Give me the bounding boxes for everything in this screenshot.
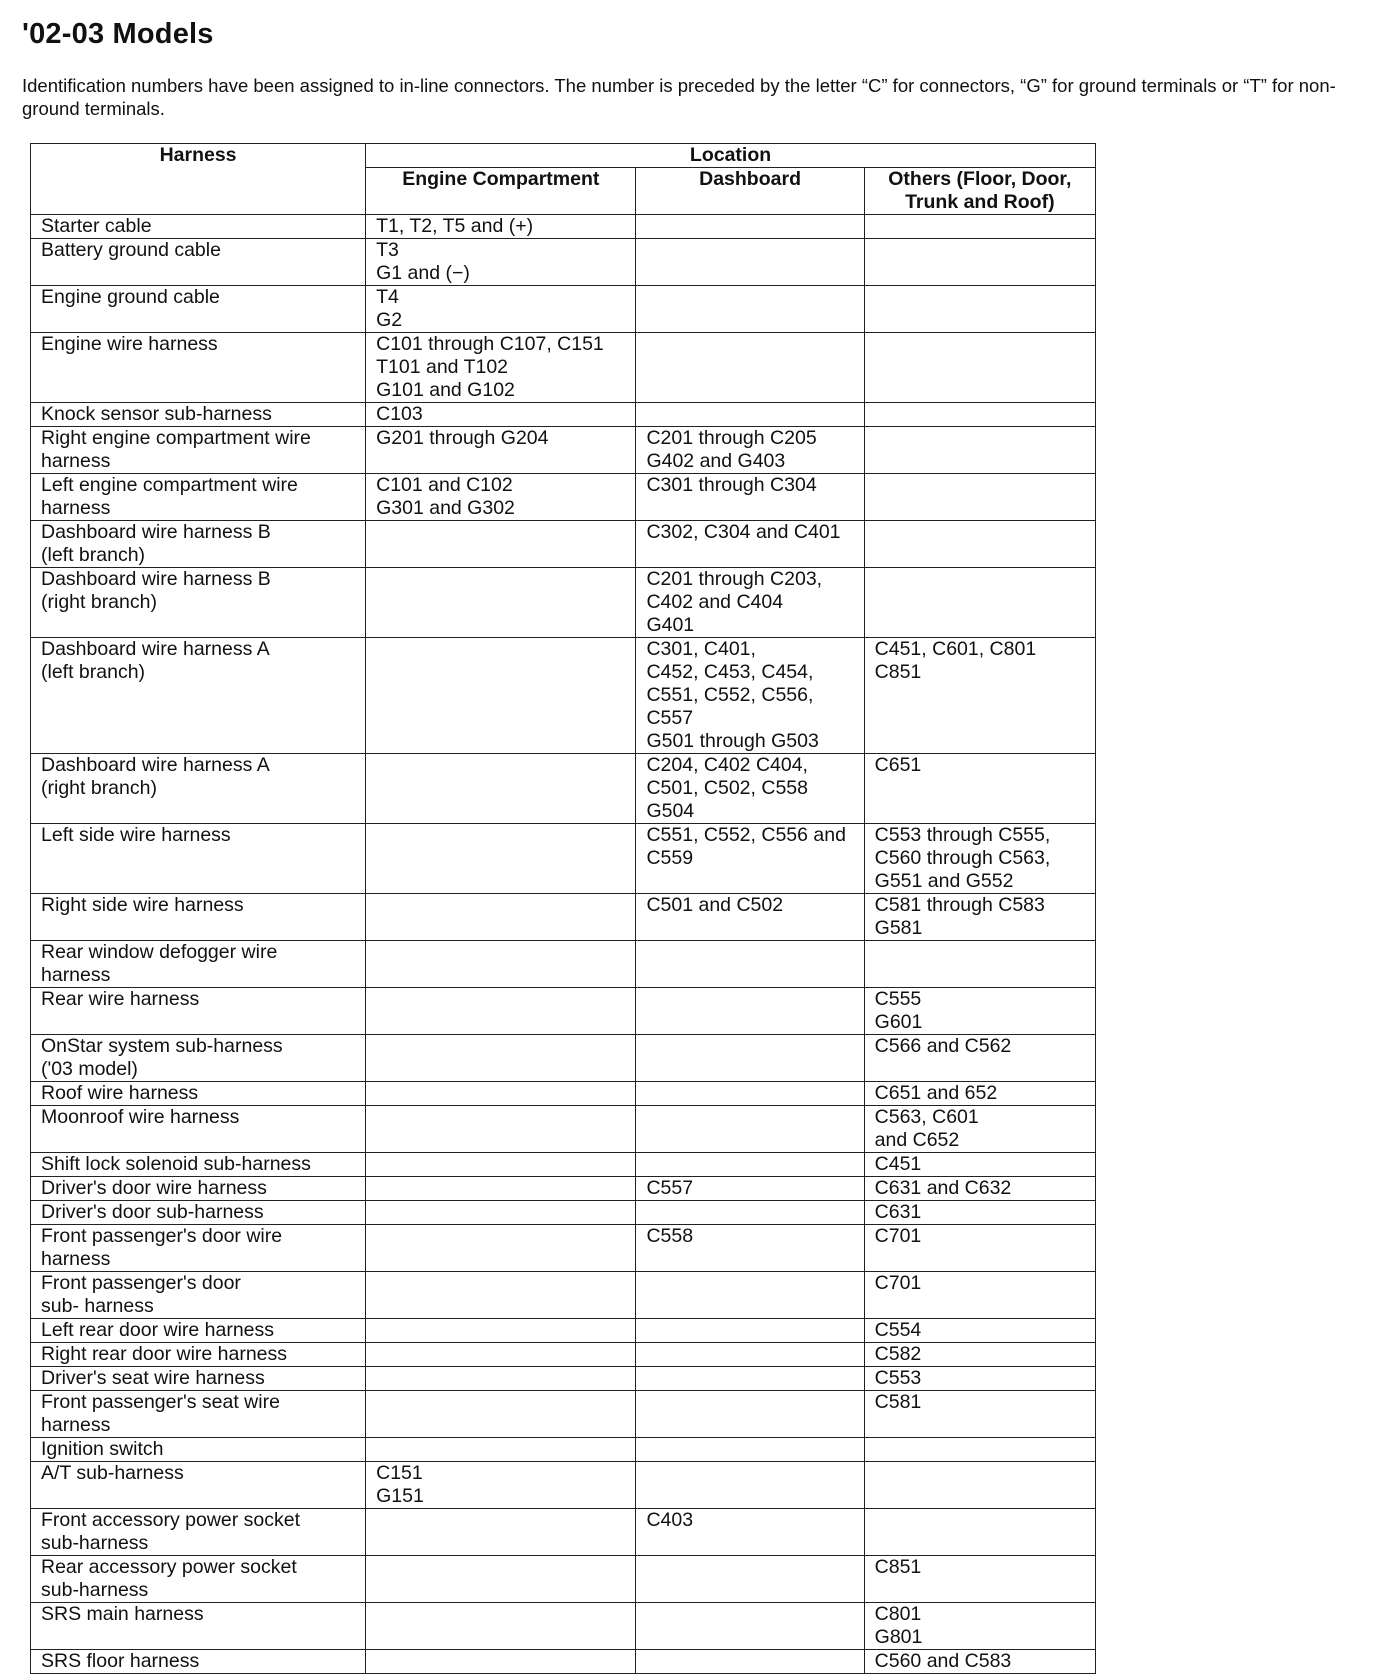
others-cell (864, 1509, 1095, 1556)
harness-name: Rear wire harness (31, 988, 366, 1035)
table-body (31, 215, 1096, 1674)
header-others: Others (Floor, Door, Trunk and Roof) (864, 168, 1095, 215)
harness-name: Rear accessory power socket sub-harness (31, 1556, 366, 1603)
dashboard-cell (636, 1438, 864, 1462)
header-dashboard: Dashboard (636, 168, 864, 215)
harness-name: A/T sub-harness (31, 1462, 366, 1509)
engine-compartment-cell (366, 1319, 636, 1343)
table-row (31, 1177, 1096, 1201)
engine-compartment-cell (366, 941, 636, 988)
others-cell: C555 G601 (864, 988, 1095, 1035)
harness-name: Ignition switch (31, 1438, 366, 1462)
engine-compartment-cell (366, 988, 636, 1035)
engine-compartment-cell (366, 1035, 636, 1082)
engine-compartment-cell (366, 1225, 636, 1272)
dashboard-cell (636, 1343, 864, 1367)
harness-location-table (30, 143, 1096, 1674)
engine-compartment-cell (366, 1556, 636, 1603)
table-row (31, 474, 1096, 521)
dashboard-cell (636, 1106, 864, 1153)
header-engine-compartment: Engine Compartment (366, 168, 636, 215)
others-cell: C451, C601, C801 C851 (864, 638, 1095, 754)
others-cell (864, 1438, 1095, 1462)
table-row (31, 521, 1096, 568)
header-harness: Harness (31, 144, 366, 215)
table-row (31, 1201, 1096, 1225)
engine-compartment-cell: C101 through C107, C151 T101 and T102 G101 and G102 (366, 333, 636, 403)
harness-name: Left engine compartment wire harness (31, 474, 366, 521)
table-row (31, 1272, 1096, 1319)
dashboard-cell (636, 1391, 864, 1438)
harness-name: Driver's door sub-harness (31, 1201, 366, 1225)
others-cell: C554 (864, 1319, 1095, 1343)
dashboard-cell (636, 1201, 864, 1225)
others-cell: C581 (864, 1391, 1095, 1438)
harness-name: Driver's door wire harness (31, 1177, 366, 1201)
dashboard-cell (636, 1319, 864, 1343)
engine-compartment-cell (366, 754, 636, 824)
others-cell: C553 through C555, C560 through C563, G551 and G552 (864, 824, 1095, 894)
header-location: Location (366, 144, 1096, 168)
engine-compartment-cell (366, 1153, 636, 1177)
dashboard-cell (636, 1556, 864, 1603)
others-cell (864, 521, 1095, 568)
harness-name: Dashboard wire harness B (left branch) (31, 521, 366, 568)
dashboard-cell (636, 1035, 864, 1082)
dashboard-cell: C551, C552, C556 and C559 (636, 824, 864, 894)
table-row (31, 1343, 1096, 1367)
harness-name: Dashboard wire harness A (right branch) (31, 754, 366, 824)
dashboard-cell: C558 (636, 1225, 864, 1272)
dashboard-cell (636, 1650, 864, 1674)
table-row (31, 824, 1096, 894)
table-row (31, 1153, 1096, 1177)
dashboard-cell (636, 1603, 864, 1650)
harness-name: Dashboard wire harness A (left branch) (31, 638, 366, 754)
engine-compartment-cell (366, 521, 636, 568)
page-title: '02-03 Models (22, 18, 214, 50)
others-cell: C560 and C583 (864, 1650, 1095, 1674)
others-cell: C581 through C583 G581 (864, 894, 1095, 941)
harness-name: Left side wire harness (31, 824, 366, 894)
others-cell: C631 and C632 (864, 1177, 1095, 1201)
table-row (31, 215, 1096, 239)
engine-compartment-cell (366, 1391, 636, 1438)
others-cell (864, 239, 1095, 286)
harness-name: Roof wire harness (31, 1082, 366, 1106)
table-row (31, 1035, 1096, 1082)
others-cell: C701 (864, 1272, 1095, 1319)
table-row (31, 1319, 1096, 1343)
harness-name: Starter cable (31, 215, 366, 239)
dashboard-cell: C301, C401, C452, C453, C454, C551, C552, C556, C557 G501 through G503 (636, 638, 864, 754)
dashboard-cell: C301 through C304 (636, 474, 864, 521)
engine-compartment-cell (366, 1438, 636, 1462)
harness-name: Moonroof wire harness (31, 1106, 366, 1153)
others-cell: C566 and C562 (864, 1035, 1095, 1082)
engine-compartment-cell (366, 1509, 636, 1556)
harness-name: Engine ground cable (31, 286, 366, 333)
table-row (31, 1438, 1096, 1462)
dashboard-cell: C501 and C502 (636, 894, 864, 941)
harness-name: SRS floor harness (31, 1650, 366, 1674)
dashboard-cell (636, 1462, 864, 1509)
harness-name: Right side wire harness (31, 894, 366, 941)
harness-name: Driver's seat wire harness (31, 1367, 366, 1391)
others-cell (864, 403, 1095, 427)
engine-compartment-cell (366, 894, 636, 941)
engine-compartment-cell (366, 1201, 636, 1225)
engine-compartment-cell: C103 (366, 403, 636, 427)
harness-name: Engine wire harness (31, 333, 366, 403)
others-cell: C451 (864, 1153, 1095, 1177)
others-cell (864, 215, 1095, 239)
dashboard-cell (636, 239, 864, 286)
engine-compartment-cell (366, 1106, 636, 1153)
harness-name: Front passenger's door sub- harness (31, 1272, 366, 1319)
table-row (31, 638, 1096, 754)
others-cell: C651 and 652 (864, 1082, 1095, 1106)
table-row (31, 333, 1096, 403)
dashboard-cell: C403 (636, 1509, 864, 1556)
engine-compartment-cell (366, 1272, 636, 1319)
table-row (31, 239, 1096, 286)
table-row (31, 941, 1096, 988)
dashboard-cell (636, 403, 864, 427)
others-cell (864, 474, 1095, 521)
table-row (31, 1367, 1096, 1391)
engine-compartment-cell (366, 638, 636, 754)
dashboard-cell: C201 through C205 G402 and G403 (636, 427, 864, 474)
engine-compartment-cell (366, 1177, 636, 1201)
harness-name: Dashboard wire harness B (right branch) (31, 568, 366, 638)
harness-name: Battery ground cable (31, 239, 366, 286)
engine-compartment-cell: G201 through G204 (366, 427, 636, 474)
others-cell: C631 (864, 1201, 1095, 1225)
table-row (31, 1462, 1096, 1509)
table-row (31, 1650, 1096, 1674)
dashboard-cell: C557 (636, 1177, 864, 1201)
others-cell: C701 (864, 1225, 1095, 1272)
harness-name: Left rear door wire harness (31, 1319, 366, 1343)
engine-compartment-cell: T1, T2, T5 and (+) (366, 215, 636, 239)
engine-compartment-cell (366, 1650, 636, 1674)
engine-compartment-cell (366, 1603, 636, 1650)
dashboard-cell (636, 1082, 864, 1106)
table-row (31, 1556, 1096, 1603)
engine-compartment-cell (366, 1367, 636, 1391)
table-row (31, 1509, 1096, 1556)
table-row (31, 1603, 1096, 1650)
harness-name: Rear window defogger wire harness (31, 941, 366, 988)
engine-compartment-cell: C101 and C102 G301 and G302 (366, 474, 636, 521)
engine-compartment-cell: C151 G151 (366, 1462, 636, 1509)
harness-name: SRS main harness (31, 1603, 366, 1650)
harness-name: Front passenger's seat wire harness (31, 1391, 366, 1438)
others-cell (864, 286, 1095, 333)
dashboard-cell (636, 286, 864, 333)
table-row (31, 754, 1096, 824)
table-row (31, 286, 1096, 333)
others-cell: C582 (864, 1343, 1095, 1367)
harness-name: Front passenger's door wire harness (31, 1225, 366, 1272)
header-row-top (31, 144, 1096, 168)
dashboard-cell (636, 988, 864, 1035)
table-row (31, 568, 1096, 638)
dashboard-cell (636, 333, 864, 403)
dashboard-cell (636, 1367, 864, 1391)
harness-name: Knock sensor sub-harness (31, 403, 366, 427)
others-cell: C851 (864, 1556, 1095, 1603)
intro-paragraph: Identification numbers have been assigned to in-line connectors. The number is preceded by the letter “C” for connectors, “G” for ground terminals or “T” for non-ground terminals. (22, 75, 1336, 119)
harness-name: Front accessory power socket sub-harness (31, 1509, 366, 1556)
dashboard-cell (636, 1153, 864, 1177)
others-cell: C651 (864, 754, 1095, 824)
others-cell (864, 427, 1095, 474)
others-cell (864, 1462, 1095, 1509)
others-cell (864, 333, 1095, 403)
dashboard-cell (636, 215, 864, 239)
table-row (31, 403, 1096, 427)
dashboard-cell: C201 through C203, C402 and C404 G401 (636, 568, 864, 638)
engine-compartment-cell (366, 1082, 636, 1106)
table-row (31, 1106, 1096, 1153)
engine-compartment-cell (366, 568, 636, 638)
others-cell: C801 G801 (864, 1603, 1095, 1650)
others-cell (864, 568, 1095, 638)
others-cell: C563, C601 and C652 (864, 1106, 1095, 1153)
engine-compartment-cell (366, 1343, 636, 1367)
others-cell (864, 941, 1095, 988)
dashboard-cell: C204, C402 C404, C501, C502, C558 G504 (636, 754, 864, 824)
table-row (31, 988, 1096, 1035)
table-row (31, 1225, 1096, 1272)
dashboard-cell (636, 941, 864, 988)
engine-compartment-cell (366, 824, 636, 894)
engine-compartment-cell: T4 G2 (366, 286, 636, 333)
harness-name: Right engine compartment wire harness (31, 427, 366, 474)
harness-name: Right rear door wire harness (31, 1343, 366, 1367)
dashboard-cell (636, 1272, 864, 1319)
table-row (31, 1082, 1096, 1106)
harness-name: Shift lock solenoid sub-harness (31, 1153, 366, 1177)
table-row (31, 427, 1096, 474)
engine-compartment-cell: T3 G1 and (−) (366, 239, 636, 286)
table-row (31, 1391, 1096, 1438)
harness-name: OnStar system sub-harness ('03 model) (31, 1035, 366, 1082)
dashboard-cell: C302, C304 and C401 (636, 521, 864, 568)
table-row (31, 894, 1096, 941)
others-cell: C553 (864, 1367, 1095, 1391)
